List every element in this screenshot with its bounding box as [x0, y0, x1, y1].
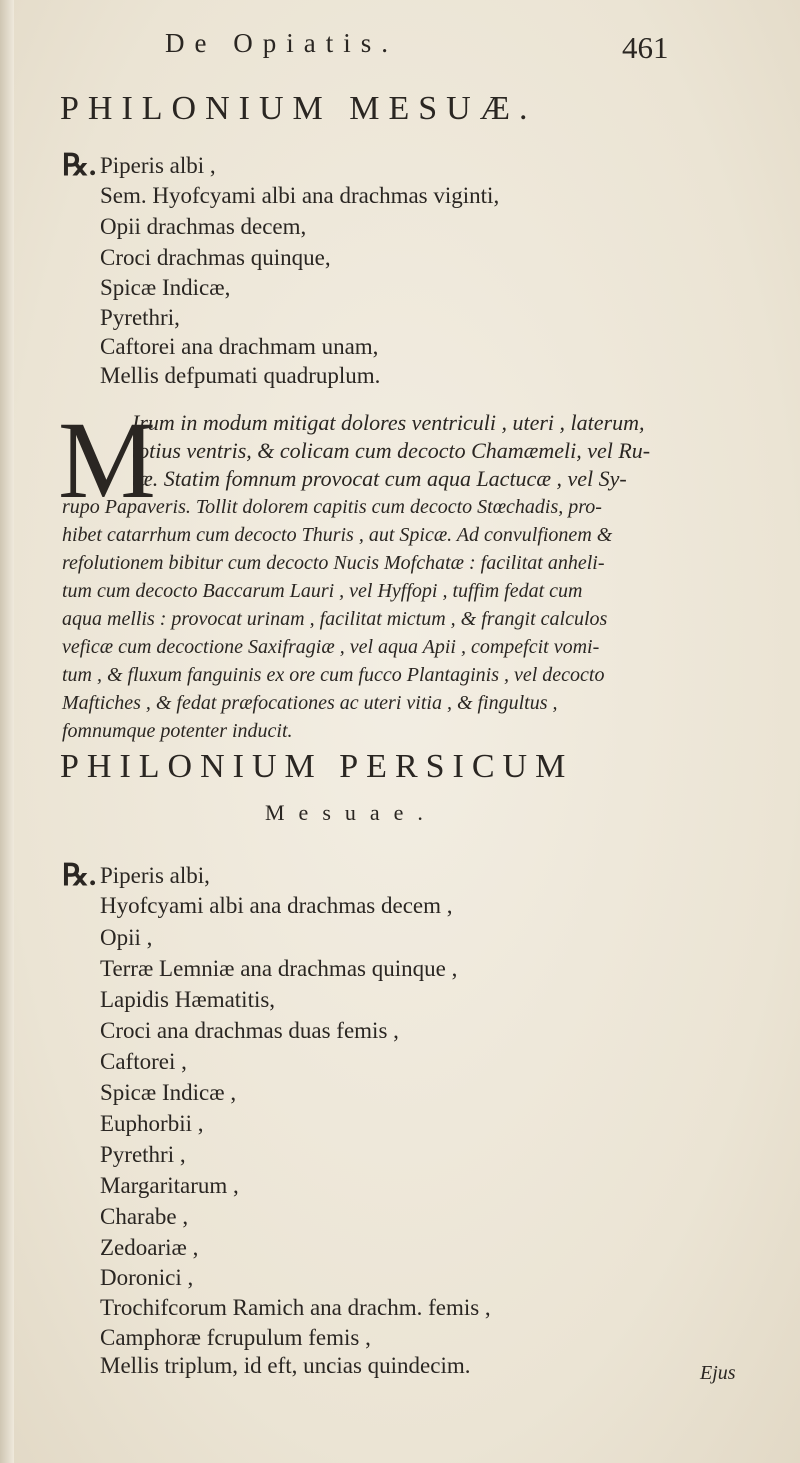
ingredient-line: Camphoræ fcrupulum femis , [100, 1325, 371, 1350]
paragraph-line: veficæ cum decoctione Saxifragiæ , vel aqua Apii , compefcit vomi- [62, 636, 600, 658]
ingredient-line: Pyrethri, [100, 305, 180, 330]
paragraph-line: refolutionem bibitur cum decocto Nucis Mofchatæ : facilitat anheli- [62, 552, 605, 574]
ingredient-line: Piperis albi , [100, 153, 216, 178]
ingredient-line: Croci drachmas quinque, [100, 245, 331, 270]
ingredient-line: Pyrethri , [100, 1142, 186, 1167]
paragraph-line: totius ventris, & colicam cum decocto Chamæmeli, vel Ru- [132, 438, 651, 463]
paragraph-line: tum cum decocto Baccarum Lauri , vel Hyffopi , tuffim fedat cum [62, 580, 583, 602]
paragraph-line: hibet catarrhum cum decocto Thuris , aut Spicæ. Ad convulfionem & [62, 524, 613, 546]
page-gutter-shadow [0, 0, 14, 1463]
paragraph-line: tæ. Statim fomnum provocat cum aqua Lactucæ , vel Sy- [132, 466, 627, 491]
ingredient-line: Piperis albi, [100, 863, 210, 888]
paragraph-line: fomnumque potenter inducit. [62, 720, 293, 742]
drop-capital: M [58, 399, 156, 521]
ingredient-line: Mellis defpumati quadruplum. [100, 363, 381, 388]
page-number: 461 [622, 30, 669, 65]
paragraph-line: aqua mellis : provocat urinam , facilitat mictum , & frangit calculos [62, 608, 608, 630]
paragraph-line: Maftiches , & fedat præfocationes ac uteri vitia , & fingultus , [62, 692, 558, 714]
catchword: Ejus [700, 1362, 736, 1384]
ingredient-line: Caftorei ana drachmam unam, [100, 334, 379, 359]
section-title-philonium-mesuae: PHILONIUM MESUÆ. [60, 90, 537, 127]
ingredient-line: Terræ Lemniæ ana drachmas quinque , [100, 956, 458, 981]
ingredient-line: Margaritarum , [100, 1173, 239, 1198]
recipe-symbol: ℞. [62, 859, 97, 892]
ingredient-line: Euphorbii , [100, 1111, 204, 1136]
section-title-philonium-persicum: PHILONIUM PERSICUM [60, 748, 574, 785]
ingredient-line: Mellis triplum, id eft, uncias quindecim. [100, 1353, 471, 1378]
section-subtitle-mesuae: Mesuae. [265, 800, 437, 825]
paragraph-line: tum , & fluxum fanguinis ex ore cum fucco Plantaginis , vel decocto [62, 664, 605, 686]
running-title: De Opiatis. [165, 28, 398, 58]
ingredient-line: Spicæ Indicæ , [100, 1080, 237, 1105]
ingredient-line: Hyofcyami albi ana drachmas decem , [100, 893, 453, 918]
ingredient-line: Croci ana drachmas duas femis , [100, 1018, 399, 1043]
paragraph-line: rupo Papaveris. Tollit dolorem capitis cum decocto Stœchadis, pro- [62, 496, 602, 518]
ingredient-line: Doronici , [100, 1265, 194, 1290]
ingredient-line: Caftorei , [100, 1049, 187, 1074]
ingredient-line: Zedoariæ , [100, 1235, 199, 1260]
ingredient-line: Sem. Hyofcyami albi ana drachmas viginti, [100, 183, 500, 208]
ingredient-line: Spicæ Indicæ, [100, 275, 231, 300]
ingredient-line: Lapidis Hæmatitis, [100, 987, 276, 1012]
ingredient-line: Opii drachmas decem, [100, 214, 307, 239]
ingredient-line: Charabe , [100, 1204, 189, 1229]
ingredient-line: Trochifcorum Ramich ana drachm. femis , [100, 1295, 491, 1320]
paragraph-line: Irum in modum mitigat dolores ventriculi , uteri , laterum, [132, 410, 645, 435]
ingredient-line: Opii , [100, 925, 153, 950]
recipe-symbol: ℞. [62, 149, 97, 182]
